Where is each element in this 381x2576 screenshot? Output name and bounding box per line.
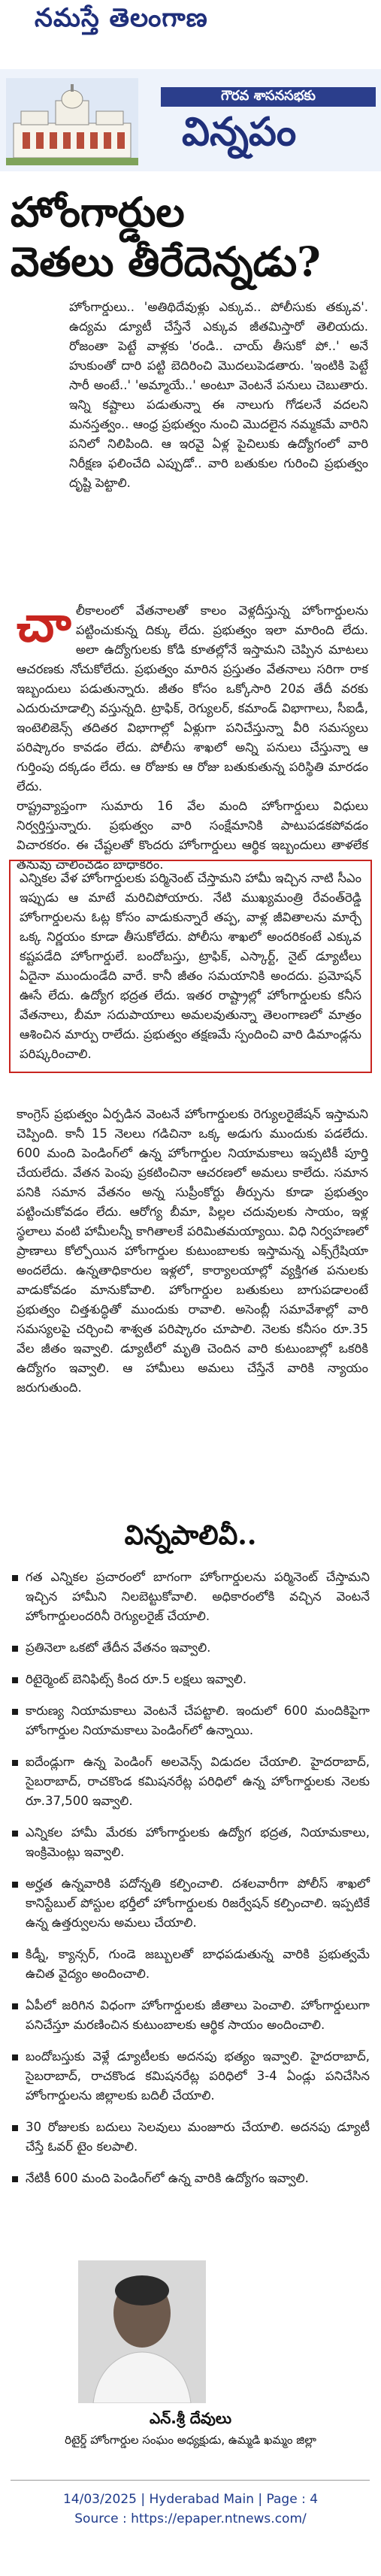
list-item: ప్రతినెలా ఒకటో తేదీన వేతనం ఇవ్వాలి. bbox=[11, 1638, 370, 1658]
masthead bbox=[0, 0, 381, 42]
footer-divider bbox=[11, 2480, 370, 2481]
list-item: అర్హత ఉన్నవారికి పదోన్నతి కల్పించాలి. దశలవారీగా పోలీస్ శాఖలో కానిస్టేబుల్ పోస్టుల భర్తీలో హోంగార్డులకు రిజర్వేషన్ కల్పించాలి. ఇప్పటికే ఉన్న ఉత్తర్వులను అమలు చేయాలి. bbox=[11, 1874, 370, 1933]
list-item: నేటికీ 600 మంది పెండింగ్‌లో ఉన్న వారికి ఉద్యోగం ఇవ్వాలి. bbox=[11, 2169, 370, 2188]
headline-line-1: హోంగార్డుల bbox=[11, 188, 185, 236]
list-item: రిటైర్మెంట్ బెనిఫిట్స్ కింద రూ.5 లక్షలు ఇవ్వాలి. bbox=[11, 1670, 370, 1689]
series-strip: గౌరవ శాసనసభకు bbox=[161, 87, 376, 107]
intro-paragraph: హోంగార్డులు.. 'అతిథిదేవుళ్లు ఎక్కువ.. పోలీసుకు తక్కువ'. ఉద్యమ డ్యూటీ చేస్తేనే ఎక్కువ జీతమిస్తారో తెలియదు. రోజంతా పెట్టే వాళ్లకు 'రండి.. చాయ్ తీసుకో పో..' అనే హుకుంతో దారి పట్టి బెదిరించి మొదలుపెడతారు. 'ఇంటికి పెట్టే సారీ అంటే..' 'అమ్మాయే..' అంటూ వెంటనే పనులు చెబుతారు. ఇన్ని కష్టాలు పడుతున్నా ఈ నాలుగు గోడలనే వదలని మనస్తత్వం.. ఆంధ్ర ప్రభుత్వం నుంచి మొదలైన నమ్మకమే వారిని పనిలో నిలిపింది. ఆ ఇరవై ఏళ్ల పైచిలుకు ఉద్యోగంలో వారి నిరీక్షణ ఫలించేది ఎప్పుడో.. వారి బతుకుల గురించి ప్రభుత్వం దృష్టి పెట్టాలి. bbox=[69, 300, 368, 490]
list-item: ఏపీలో జరిగిన విధంగా హోంగార్డులకు జీతాలు పెంచాలి. హోంగార్డులుగా పనిచేస్తూ మరణించిన కుటుంబాలకు ఆర్థిక సాయం అందించాలి. bbox=[11, 1996, 370, 2035]
bullet-icon bbox=[12, 1575, 18, 1581]
list-item: కిడ్నీ, క్యాన్సర్, గుండె జబ్బులతో బాధపడుతున్న వారికి ప్రభుత్వమే ఉచిత వైద్యం అందించాలి. bbox=[11, 1945, 370, 1984]
footer-source-link[interactable]: Source : https://epaper.ntnews.com/ bbox=[74, 2511, 307, 2526]
list-item: కారుణ్య నియామకాలు వెంటనే చేపట్టాలి. ఇందులో 600 మందికిపైగా హోంగార్డుల నియామకాలు పెండింగ్‌లో ఉన్నాయి. bbox=[11, 1701, 370, 1740]
boxed-paragraph: ఎన్నికల వేళ హోంగార్డులకు పర్మినెంట్ చేస్తామని హామీ ఇచ్చిన నాటి సీఎం ఇప్పుడు ఆ మాటే మరిచిపోయారు. నేటి ముఖ్యమంత్రి రేవంత్‌రెడ్డి హోంగార్డులను ఓట్ల కోసం వాడుకున్నారే తప్ప, వాళ్ల జీవితాలను మార్చే ఒక్క నిర్ణయం కూడా తీసుకోలేదు. పోలీసు శాఖలో అందరికంటే ఎక్కువ కష్టపడేది హోంగార్డులే. బందోబస్తు, ట్రాఫిక్, ఎస్కార్ట్, నైట్ డ్యూటీలు ఏదైనా ముందుండేది వారే. కానీ జీతం సమయానికి అందదు. ప్రమోషన్ ఊసే లేదు. ఉద్యోగ భద్రత లేదు. ఇతర రాష్ట్రాల్లో హోంగార్డులకు కనీస వేతనాలు, బీమా సదుపాయాలు అమలవుతున్నా తెలంగాణలో మాత్రం ఆశించిన మార్పు రాలేదు. ప్రభుత్వం తక్షణమే స్పందించి వారి డిమాండ్లను పరిష్కరించాలి. bbox=[20, 871, 361, 1061]
list-item: 30 రోజులకు బదులు సెలవులు మంజూరు చేయాలి. అదనపు డ్యూటీ చేస్తే ఓవర్ టైం కలపాలి. bbox=[11, 2118, 370, 2157]
body-column bbox=[17, 594, 368, 875]
boxed-note bbox=[9, 860, 372, 1073]
bullet-icon bbox=[12, 2176, 18, 2182]
author-role: రిటైర్డ్ హోంగార్డుల సంఘం అధ్యక్షుడు, ఉమ్మడి ఖమ్మం జిల్లా bbox=[65, 2433, 316, 2447]
list-item: గత ఎన్నికల ప్రచారంలో బాగంగా హోంగార్డులను పర్మినెంట్ చేస్తామని ఇచ్చిన హామీని నిలబెట్టుకోవాలి. అధికారంలోకి వచ్చిన వెంటనే హోంగార్డులందరినీ రెగ్యులరైజ్ చేయాలి. bbox=[11, 1568, 370, 1626]
bullet-icon bbox=[12, 1709, 18, 1715]
bullet-icon bbox=[12, 1831, 18, 1837]
body2-paragraph: కాంగ్రెస్ ప్రభుత్వం ఏర్పడిన వెంటనే హోంగార్డులకు రెగ్యులరైజేషన్ ఇస్తామని చెప్పింది. కానీ 15 నెలలు గడిచినా ఒక్క అడుగు ముందుకు పడలేదు. 600 మంది పెండింగ్‌లో ఉన్న హోంగార్డుల నియామకాలు ఇప్పటికీ పూర్తి చేయలేదు. వేతన పెంపు ప్రకటించినా ఆచరణలో అమలు కాలేదు. సమాన పనికి సమాన వేతనం అన్న సుప్రీంకోర్టు తీర్పును కూడా ప్రభుత్వం పట్టించుకోవడం లేదు. ఆరోగ్య బీమా, పిల్లల చదువులకు సాయం, ఇళ్ల స్థలాలు వంటి హామీలన్నీ కాగితాలకే పరిమితమయ్యాయి. విధి నిర్వహణలో ప్రాణాలు కోల్పోయిన హోంగార్డుల కుటుంబాలకు ఇస్తామన్న ఎక్స్‌గ్రేషియా అందలేదు. ఉన్నతాధికారుల ఇళ్లలో, కార్యాలయాల్లో వ్యక్తిగత పనులకు వాడుకోవడం మానుకోవాలి. హోంగార్డుల బతుకులు బాగుపడాలంటే ప్రభుత్వం చిత్తశుద్ధితో ముందుకు రావాలి. అసెంబ్లీ సమావేశాల్లో వారి సమస్యలపై చర్చించి శాశ్వత పరిష్కారం చూపాలి. నెలకు కనీసం రూ.35 వేల జీతం ఇవ్వాలి. డ్యూటీలో మృతి చెందిన వారి కుటుంబాల్లో ఒకరికి ఉద్యోగం ఇవ్వాలి. ఆ హామీలు అమలు చేస్తేనే వారికి న్యాయం జరుగుతుంది. bbox=[17, 1107, 368, 1395]
headline-line-2: వెతలు తీరేదెన్నడు? bbox=[11, 237, 321, 286]
author-photo bbox=[78, 2260, 206, 2403]
list-item: బందోబస్తుకు వెళ్లే డ్యూటీలకు అదనపు భత్యం ఇవ్వాలి. హైదరాబాద్, సైబరాబాద్, రాచకొండ కమిషనరేట్ల పరిధిలో 3-4 ఏండ్లు పనిచేసిన హోంగార్డులను జిల్లాలకు బదిలీ చేయాలి. bbox=[11, 2047, 370, 2106]
bullet-icon bbox=[12, 2054, 18, 2060]
list-item: ఐదేండ్లుగా ఉన్న పెండింగ్ అలవెన్స్ విడుదల చేయాలి. హైదరాబాద్, సైబరాబాద్, రాచకొండ కమిషనరేట్ల పరిధిలో ఉన్న హోంగార్డులకు నెలకు రూ.37,500 ఇవ్వాలి. bbox=[11, 1752, 370, 1811]
body-paragraph-1 bbox=[17, 594, 368, 797]
footer-dateline: 14/03/2025 | Hyderabad Main | Page : 4 bbox=[62, 2492, 319, 2507]
series-badge bbox=[161, 87, 376, 156]
assembly-building-image bbox=[6, 78, 138, 165]
author-name: ఎన్.శ్రీ దేవులు bbox=[149, 2409, 231, 2427]
list-item: ఎన్నికల హామీ మేరకు హోంగార్డులకు ఉద్యోగ భద్రత, నియామకాలు, ఇంక్రిమెంట్లు ఇవ్వాలి. bbox=[11, 1823, 370, 1862]
series-title: విన్నపం bbox=[182, 109, 297, 155]
drop-cap: చా bbox=[17, 594, 71, 653]
intro-column bbox=[69, 298, 368, 493]
bullet-icon bbox=[12, 2125, 18, 2131]
demands-heading: విన్నపాలివీ.. bbox=[124, 1519, 257, 1551]
body-paragraph-1-text: లీకాలంలో వేతనాలతో కాలం వెళ్లదీస్తున్న హోంగార్డులను పట్టించుకున్న దిక్కు లేదు. ప్రభుత్వం ఇలా మారింది లేదు. అలా ఉద్యోగులకు కోడి కూతల్లోనే ఇస్తామని చెప్పిన మాటలు ఆచరణకు నోచుకోలేదు. ప్రభుత్వం మారిన ప్రస్తుతం వేతనాలు సరిగా రాక ఇబ్బందులు పడుతున్నారు. జీతం కోసం ఒక్కోసారి 20వ తేదీ వరకు ఎదురుచూడాల్సి వస్తున్నది. ట్రాఫిక్, రెగ్యులర్, కమాండ్ విభాగాలు, సీఐడీ, ఇంటెలిజెన్స్ తదితర విభాగాల్లో ఏళ్లుగా పనిచేస్తున్నా వీరి సమస్యలు పరిష్కారం కావడం లేదు. పోలీసు శాఖలో అన్ని పనులు చేస్తున్నా ఆ గుర్తింపు దక్కడం లేదు. ఆ రోజుకు ఆ రోజు బతుకుతున్న పరిస్థితి మారడం లేదు. bbox=[17, 603, 368, 794]
bullet-icon bbox=[12, 1952, 18, 1958]
bullet-icon bbox=[12, 2003, 18, 2009]
demands-list bbox=[11, 1568, 370, 2200]
bullet-icon bbox=[12, 1677, 18, 1683]
bullet-icon bbox=[12, 1882, 18, 1888]
body-paragraph-2: రాష్ట్రవ్యాప్తంగా సుమారు 16 వేల మంది హోంగార్డులు విధులు నిర్వర్తిస్తున్నారు. ప్రభుత్వం వారి సంక్షేమానికి పాటుపడకపోవడం విచారకరం. ఈ చేష్టలతో కొందరు హోంగార్డులు ఆర్థిక ఇబ్బందులు తాళలేక తనువు చాలించడం బాధాకరం. bbox=[17, 799, 368, 872]
bullet-icon bbox=[12, 1646, 18, 1652]
body2-column bbox=[17, 1105, 368, 1398]
bullet-icon bbox=[12, 1760, 18, 1766]
masthead-title: నమస్తే తెలంగాణ bbox=[35, 3, 208, 33]
